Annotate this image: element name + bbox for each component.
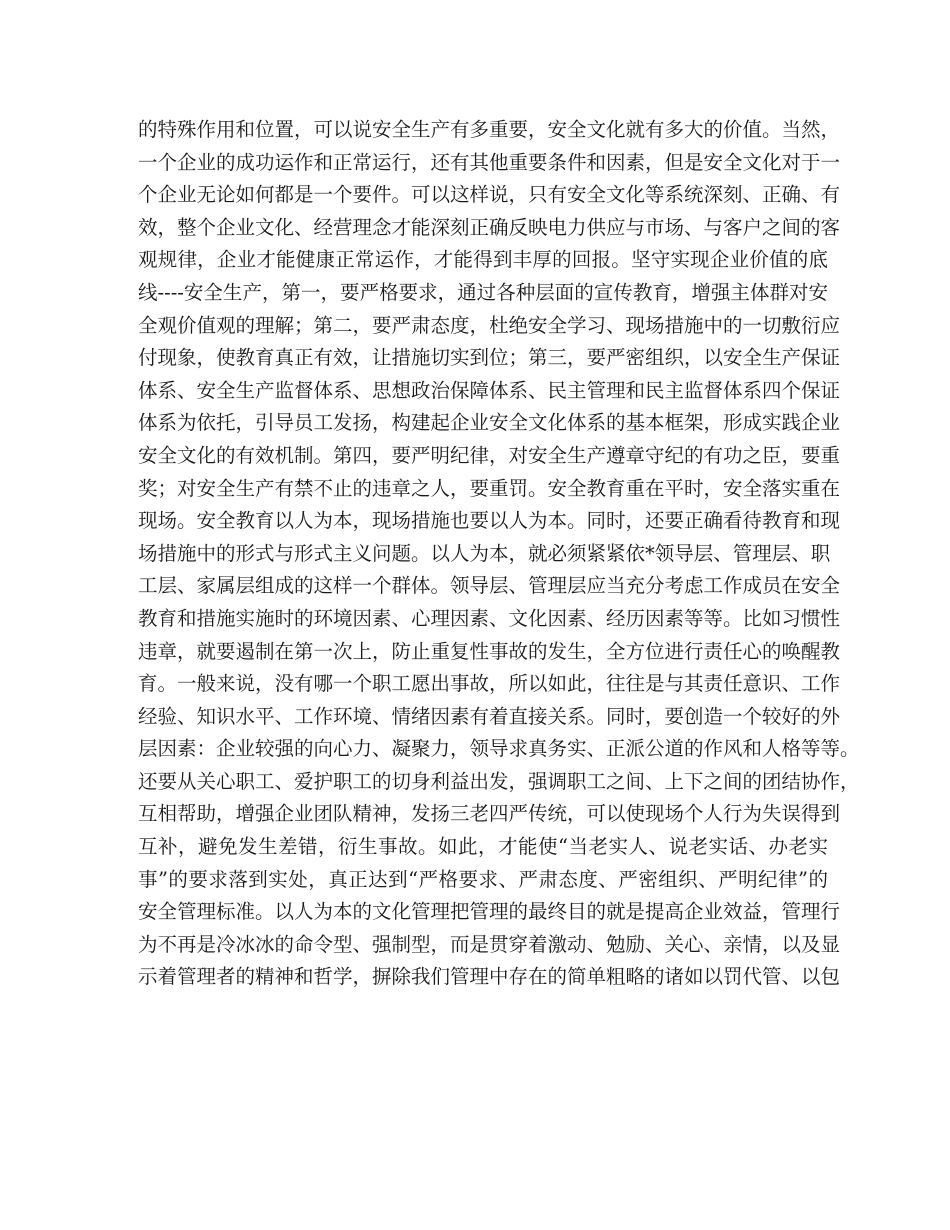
text-line: 体系为依托，引导员工发扬，构建起企业安全文化体系的基本框架，形成实践企业 [138,411,841,435]
text-line: 效，整个企业文化、经营理念才能深刻正确反映电力供应与市场、与客户之间的客 [138,215,841,239]
text-line: 线----安全生产，第一，要严格要求，通过各种层面的宣传教育，增强主体群对安 [138,280,828,304]
text-line: 互补，避免发生差错，衍生事故。如此，才能使“当老实人、说老实话、办老实 [138,835,828,859]
text-line: 经验、知识水平、工作环境、情绪因素有着直接关系。同时，要创造一个较好的外 [138,704,841,728]
text-line: 安全文化的有效机制。第四，要严明纪律，对安全生产遵章守纪的有功之臣，要重 [138,443,841,467]
text-line: 个企业无论如何都是一个要件。可以这样说，只有安全文化等系统深刻、正确、有 [138,183,841,207]
text-line: 奖；对安全生产有禁不止的违章之人，要重罚。安全教育重在平时，安全落实重在 [138,476,841,500]
text-line: 事”的要求落到实处，真正达到“严格要求、严肃态度、严密组织、严明纪律”的 [138,867,828,891]
text-line: 场措施中的形式与形式主义问题。以人为本，就必须紧紧依*领导层、管理层、职 [138,541,831,565]
text-line: 互相帮助，增强企业团队精神，发扬三老四严传统，可以使现场个人行为失误得到 [138,802,841,826]
text-line: 还要从关心职工、爱护职工的切身利益出发，强调职工之间、上下之间的团结协作， [138,769,860,793]
text-line: 育。一般来说，没有哪一个职工愿出事故，所以如此，往往是与其责任意识、工作 [138,672,841,696]
text-line: 现场。安全教育以人为本，现场措施也要以人为本。同时，还要正确看待教育和现 [138,509,841,533]
text-line: 观规律，企业才能健康正常运作，才能得到丰厚的回报。坚守实现企业价值的底 [138,248,828,272]
text-line: 违章，就要遏制在第一次上，防止重复性事故的发生，全方位进行责任心的唤醒教 [138,639,841,663]
text-line: 付现象，使教育真正有效，让措施切实到位；第三，要严密组织，以安全生产保证 [138,346,841,370]
text-line: 示着管理者的精神和哲学，摒除我们管理中存在的简单粗略的诸如以罚代管、以包 [138,965,841,989]
text-line: 安全管理标准。以人为本的文化管理把管理的最终目的就是提高企业效益，管理行 [138,900,841,924]
text-line: 为不再是冷冰冰的命令型、强制型，而是贯穿着激动、勉励、关心、亲情，以及显 [138,932,841,956]
text-line: 教育和措施实施时的环境因素、心理因素、文化因素、经历因素等等。比如习惯性 [138,606,841,630]
text-line: 的特殊作用和位置，可以说安全生产有多重要，安全文化就有多大的价值。当然， [138,118,841,141]
text-line: 全观价值观的理解；第二，要严肃态度，杜绝安全学习、现场措施中的一切敷衍应 [138,313,841,337]
text-line: 一个企业的成功运作和正常运行，还有其他重要条件和因素，但是安全文化对于一 [138,150,841,174]
text-line: 工层、家属层组成的这样一个群体。领导层、管理层应当充分考虑工作成员在安全 [138,574,841,598]
text-line: 层因素：企业较强的向心力、凝聚力，领导求真务实、正派公道的作风和人格等等。 [138,737,860,761]
body-text [138,114,860,994]
text-line: 体系、安全生产监督体系、思想政治保障体系、民主管理和民主监督体系四个保证 [138,378,841,402]
